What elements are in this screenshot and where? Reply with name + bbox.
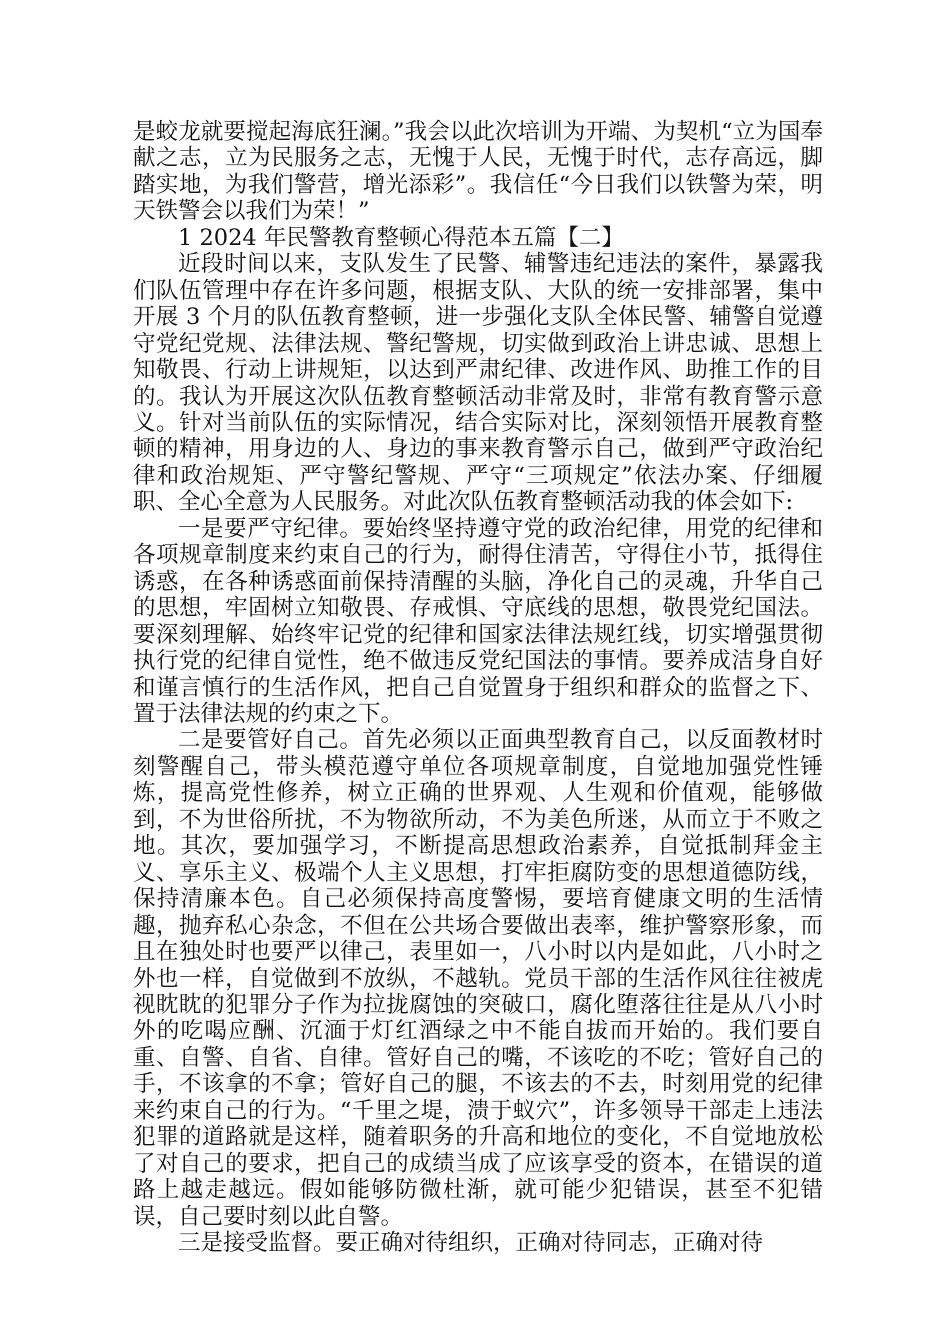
section-heading: 1 2024 年民警教育整顿心得范本五篇【二】 [178,224,624,251]
document-body [133,119,823,1256]
paragraph-point-three: 三是接受监督。要正确对待组织，正确对待同志，正确对待 [178,1230,764,1257]
paragraph-point-one: 一是要严守纪律。要始终坚持遵守党的政治纪律，用党的纪律和各项规章制度来约束自己的行为，耐得住清苦，守得住小节，抵得住诱惑，在各种诱惑面前保持清醒的头脑，净化自己的灵魂，升华自己的思想，牢固树立知敬畏、存戒惧、守底线的思想，敬畏党纪国法。要深刻理解、始终牢记党的纪律和国家法律法规红线，切实增强贯彻执行党的纪律自觉性，绝不做违反党纪国法的事情。要养成洁身自好和谨言慎行的生活作风，把自己自觉置身于组织和群众的监督之下、置于法律法规的约束之下。 [133,515,823,727]
paragraph-continued: 是蛟龙就要搅起海底狂澜。”我会以此次培训为开端、为契机“立为国奉献之志，立为民服务之志，无愧于人民，无愧于时代，志存高远，脚踏实地，为我们警营，增光添彩”。我信任“今日我们以铁警为荣，明天铁警会以我们为荣！” [133,119,823,225]
paragraph-point-two: 二是要管好自己。首先必须以正面典型教育自己，以反面教材时刻警醒自己，带头模范遵守单位各项规章制度，自觉地加强党性锤炼，提高党性修养，树立正确的世界观、人生观和价值观，能够做到，不为世俗所扰，不为物欲所动，不为美色所迷，从而立于不败之地。其次，要加强学习，不断提高思想政治素养，自觉抵制拜金主义、享乐主义、极端个人主义思想，打牢拒腐防变的思想道德防线，保持清廉本色。自己必须保持高度警惕，要培育健康文明的生活情趣，抛弃私心杂念，不但在公共场合要做出表率，维护警察形象，而且在独处时也要严以律己，表里如一，八小时以内是如此，八小时之外也一样，自觉做到不放纵，不越轨。党员干部的生活作风往往被虎视眈眈的犯罪分子作为拉拢腐蚀的突破口，腐化堕落往往是从八小时外的吃喝应酬、沉湎于灯红酒绿之中不能自拔而开始的。我们要自重、自警、自省、自律。管好自己的嘴，不该吃的不吃；管好自己的手，不该拿的不拿；管好自己的腿，不该去的不去，时刻用党的纪律来约束自己的行为。“千里之堤，溃于蚁穴”，许多领导干部走上违法犯罪的道路就是这样，随着职务的升高和地位的变化，不自觉地放松了对自己的要求，把自己的成绩当成了应该享受的资本，在错误的道路上越走越远。假如能够防微杜渐，就可能少犯错误，甚至不犯错误，自己要时刻以此自警。 [133,727,823,1230]
paragraph-intro: 近段时间以来，支队发生了民警、辅警违纪违法的案件，暴露我们队伍管理中存在许多问题，根据支队、大队的统一安排部署，集中开展 3 个月的队伍教育整顿，进一步强化支队全体民警、辅警自觉遵守党纪党规、法律法规、警纪警规，切实做到政治上讲忠诚、思想上知敬畏、行动上讲规矩，以达到严肃纪律、改进作风、助推工作的目的。我认为开展这次队伍教育整顿活动非常及时，非常有教育警示意义。针对当前队伍的实际情况，结合实际对比，深刻领悟开展教育整顿的精神，用身边的人、身边的事来教育警示自己，做到严守政治纪律和政治规矩、严守警纪警规、严守“三项规定”依法办案、仔细履职、全心全意为人民服务。对此次队伍教育整顿活动我的体会如下: [133,251,823,516]
